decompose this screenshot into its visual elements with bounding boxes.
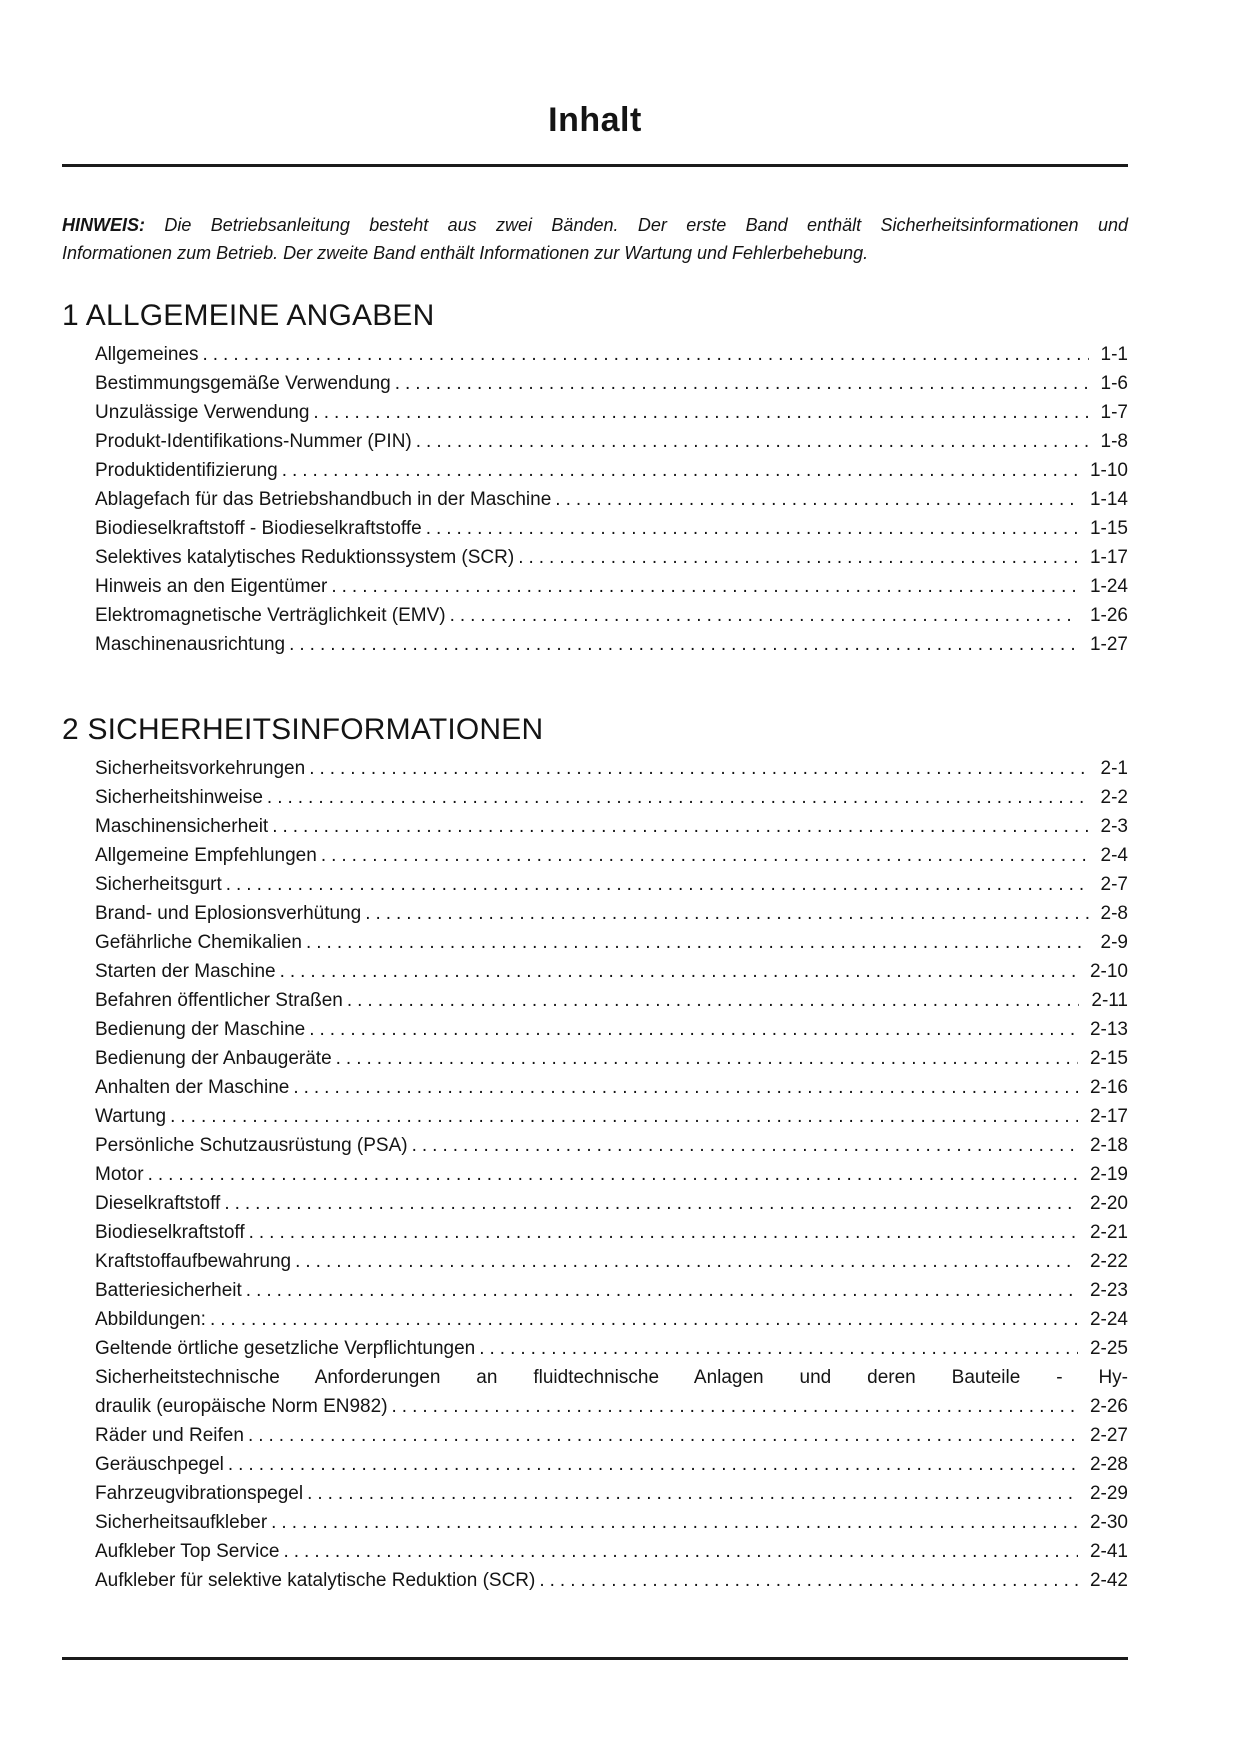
toc-entry-page: 1-27 [1089, 634, 1128, 655]
toc-entry [95, 456, 1128, 485]
toc-entry-page: 2-17 [1089, 1106, 1128, 1127]
toc-entry [95, 1131, 1128, 1160]
toc-entry-label: Dieselkraftstoff [95, 1193, 221, 1214]
toc-entry [95, 928, 1128, 957]
dot-leader [365, 899, 1088, 928]
dot-leader [479, 1334, 1078, 1363]
toc-entry-label: Ablagefach für das Betriebshandbuch in der Maschine [95, 489, 552, 510]
toc-entry [95, 899, 1128, 928]
toc-entry-multiline [95, 1363, 1128, 1421]
toc-section [62, 713, 1128, 1595]
dot-leader [203, 340, 1089, 369]
dot-leader [416, 427, 1089, 456]
toc-entry-label: Produkt-Identifikations-Nummer (PIN) [95, 431, 412, 452]
toc-entry [95, 1508, 1128, 1537]
toc-entry-label: Wartung [95, 1106, 167, 1127]
toc-entry [95, 572, 1128, 601]
toc-entry-label: Bedienung der Maschine [95, 1019, 306, 1040]
toc-entry [95, 1276, 1128, 1305]
dot-leader [392, 1392, 1078, 1421]
toc-entry [95, 1160, 1128, 1189]
section-title: ALLGEMEINE ANGABEN [85, 299, 435, 332]
dot-leader [283, 1537, 1077, 1566]
toc-entry-page: 2-8 [1100, 903, 1128, 924]
section-number: 1 [62, 299, 79, 332]
dot-leader [307, 1479, 1078, 1508]
toc-entry [95, 986, 1128, 1015]
dot-leader [309, 1015, 1078, 1044]
toc-entry-page: 2-28 [1089, 1454, 1128, 1475]
dot-leader [246, 1276, 1078, 1305]
toc-entry-page: 2-20 [1089, 1193, 1128, 1214]
toc-entry-label: Aufkleber für selektive katalytische Reduktion (SCR) [95, 1570, 536, 1591]
note-line-1 [62, 211, 1128, 239]
dot-leader [210, 1305, 1078, 1334]
toc-entry-page: 2-18 [1089, 1135, 1128, 1156]
toc-entry [95, 1247, 1128, 1276]
title-divider [62, 164, 1128, 167]
toc-entry-page: 2-16 [1089, 1077, 1128, 1098]
toc-entry-page: 1-6 [1100, 373, 1128, 394]
toc-entry [95, 1015, 1128, 1044]
toc-entry-list [62, 754, 1128, 1595]
toc-entry [95, 630, 1128, 659]
toc-entry-list [62, 340, 1128, 659]
dot-leader [272, 812, 1088, 841]
dot-leader [280, 957, 1078, 986]
toc-entry-page: 2-24 [1089, 1309, 1128, 1330]
dot-leader [282, 456, 1078, 485]
toc-entry-page: 2-26 [1089, 1396, 1128, 1417]
dot-leader [336, 1044, 1078, 1073]
toc-entry-label: Sicherheitsaufkleber [95, 1512, 268, 1533]
toc-entry-page: 2-2 [1100, 787, 1128, 808]
toc-entry-page: 2-3 [1100, 816, 1128, 837]
toc-entry-page: 2-7 [1100, 874, 1128, 895]
footer-divider [62, 1657, 1128, 1660]
toc-entry-label-line1: Sicherheitstechnische Anforderungen an fluidtechnische Anlagen und deren Bauteile - Hy- [95, 1367, 1128, 1388]
toc-entry-page: 2-1 [1100, 758, 1128, 779]
dot-leader [412, 1131, 1078, 1160]
toc-entry-page: 2-9 [1100, 932, 1128, 953]
dot-leader [228, 1450, 1078, 1479]
toc-entry [95, 514, 1128, 543]
toc-entry-page: 2-19 [1089, 1164, 1128, 1185]
dot-leader [395, 369, 1089, 398]
toc-entry [95, 427, 1128, 456]
toc-section [62, 299, 1128, 659]
toc-entry [95, 1450, 1128, 1479]
toc-entry-page: 2-15 [1089, 1048, 1128, 1069]
dot-leader [347, 986, 1080, 1015]
toc-entry-label-line2: draulik (europäische Norm EN982) [95, 1396, 388, 1417]
dot-leader [450, 601, 1078, 630]
toc-entry-page: 1-7 [1100, 402, 1128, 423]
section-number: 2 [62, 713, 79, 746]
toc-entry-page: 2-29 [1089, 1483, 1128, 1504]
toc-entry [95, 369, 1128, 398]
toc-entry [95, 1189, 1128, 1218]
toc-entry [95, 1102, 1128, 1131]
toc-entry-page: 1-1 [1100, 344, 1128, 365]
dot-leader [539, 1566, 1078, 1595]
toc-entry-label: Maschinensicherheit [95, 816, 269, 837]
toc-entry-page: 1-8 [1100, 431, 1128, 452]
toc-entry-page: 1-26 [1089, 605, 1128, 626]
toc-entry [95, 870, 1128, 899]
toc-entry-label: Gefährliche Chemikalien [95, 932, 302, 953]
toc-entry-page: 2-25 [1089, 1338, 1128, 1359]
dot-leader [148, 1160, 1078, 1189]
toc-entry-label: Biodieselkraftstoff [95, 1222, 245, 1243]
toc-entry-label: Persönliche Schutzausrüstung (PSA) [95, 1135, 408, 1156]
dot-leader [321, 841, 1089, 870]
toc-entry-label: Batteriesicherheit [95, 1280, 242, 1301]
toc-entry [95, 1479, 1128, 1508]
toc-entry-label: Kraftstoffaufbewahrung [95, 1251, 292, 1272]
toc-entry-label: Sicherheitsvorkehrungen [95, 758, 306, 779]
toc-entry-page: 1-17 [1089, 547, 1128, 568]
note-text-line1: Die Betriebsanleitung besteht aus zwei Bänden. Der erste Band enthält Sicherheitsinformationen und [164, 215, 1128, 235]
dot-leader [295, 1247, 1078, 1276]
toc-entry [95, 601, 1128, 630]
toc-entry-label: Brand- und Eplosionsverhütung [95, 903, 362, 924]
dot-leader [331, 572, 1078, 601]
dot-leader [293, 1073, 1078, 1102]
toc-entry-page: 2-23 [1089, 1280, 1128, 1301]
toc-entry-label: Befahren öffentlicher Straßen [95, 990, 343, 1011]
dot-leader [555, 485, 1078, 514]
toc-entry-label: Maschinenausrichtung [95, 634, 286, 655]
note-label: HINWEIS: [62, 215, 145, 235]
toc-entry-label: Selektives katalytisches Reduktionssystem (SCR) [95, 547, 515, 568]
dot-leader [267, 783, 1089, 812]
dot-leader [309, 754, 1088, 783]
toc-entry-page: 2-22 [1089, 1251, 1128, 1272]
dot-leader [518, 543, 1078, 572]
toc-entry-label: Unzulässige Verwendung [95, 402, 310, 423]
toc-entry [95, 1566, 1128, 1595]
dot-leader [249, 1218, 1078, 1247]
toc-entry [95, 1334, 1128, 1363]
dot-leader [226, 870, 1089, 899]
dot-leader [426, 514, 1078, 543]
toc-entry [95, 957, 1128, 986]
toc-entry [95, 754, 1128, 783]
toc-entry-label: Biodieselkraftstoff - Biodieselkraftstoffe [95, 518, 422, 539]
dot-leader [248, 1421, 1078, 1450]
toc-entry-label: Sicherheitshinweise [95, 787, 263, 808]
toc-entry-page: 2-21 [1089, 1222, 1128, 1243]
toc-entry-page: 2-27 [1089, 1425, 1128, 1446]
toc-entry-label: Aufkleber Top Service [95, 1541, 280, 1562]
toc-entry-label: Geltende örtliche gesetzliche Verpflichtungen [95, 1338, 476, 1359]
toc-sections [62, 299, 1128, 1595]
note-paragraph [62, 211, 1128, 267]
section-title: SICHERHEITSINFORMATIONEN [87, 713, 544, 746]
toc-entry [95, 783, 1128, 812]
toc-entry-page: 1-14 [1089, 489, 1128, 510]
toc-entry-page: 2-10 [1089, 961, 1128, 982]
toc-entry-label: Elektromagnetische Verträglichkeit (EMV) [95, 605, 446, 626]
dot-leader [313, 398, 1088, 427]
toc-entry [95, 1392, 1128, 1421]
dot-leader [271, 1508, 1078, 1537]
toc-entry [95, 841, 1128, 870]
toc-entry-page: 2-13 [1089, 1019, 1128, 1040]
toc-entry-page: 2-42 [1089, 1570, 1128, 1591]
section-heading [62, 713, 1128, 746]
toc-entry-page: 1-10 [1089, 460, 1128, 481]
toc-entry-label: Allgemeine Empfehlungen [95, 845, 317, 866]
toc-entry [95, 1044, 1128, 1073]
toc-entry-label: Produktidentifizierung [95, 460, 278, 481]
toc-entry [95, 543, 1128, 572]
toc-entry-label: Abbildungen: [95, 1309, 206, 1330]
toc-entry-label: Starten der Maschine [95, 961, 276, 982]
toc-entry-page: 1-24 [1089, 576, 1128, 597]
toc-entry [95, 1218, 1128, 1247]
toc-entry-label: Anhalten der Maschine [95, 1077, 290, 1098]
toc-entry-page: 1-15 [1089, 518, 1128, 539]
dot-leader [170, 1102, 1078, 1131]
toc-entry [95, 1305, 1128, 1334]
toc-entry-label: Fahrzeugvibrationspegel [95, 1483, 304, 1504]
dot-leader [289, 630, 1078, 659]
toc-entry-page: 2-41 [1089, 1541, 1128, 1562]
toc-entry [95, 812, 1128, 841]
toc-entry [95, 1537, 1128, 1566]
dot-leader [306, 928, 1089, 957]
toc-entry-label: Sicherheitsgurt [95, 874, 222, 895]
toc-entry-page: 2-4 [1100, 845, 1128, 866]
toc-entry-label: Allgemeines [95, 344, 199, 365]
toc-entry-label: Bestimmungsgemäße Verwendung [95, 373, 391, 394]
toc-entry [95, 1421, 1128, 1450]
toc-entry [95, 485, 1128, 514]
toc-entry [95, 1073, 1128, 1102]
page-title: Inhalt [548, 101, 642, 139]
toc-entry-label: Hinweis an den Eigentümer [95, 576, 328, 597]
toc-entry-page: 2-30 [1089, 1512, 1128, 1533]
toc-entry [95, 398, 1128, 427]
toc-entry-label: Motor [95, 1164, 144, 1185]
toc-entry-label: Geräuschpegel [95, 1454, 224, 1475]
dot-leader [224, 1189, 1078, 1218]
toc-entry-label: Räder und Reifen [95, 1425, 244, 1446]
note-text-line2: Informationen zum Betrieb. Der zweite Band enthält Informationen zur Wartung und Fehlerbehebung. [62, 243, 869, 263]
toc-entry-page: 2-11 [1091, 990, 1128, 1011]
section-heading [62, 299, 1128, 332]
toc-entry-label: Bedienung der Anbaugeräte [95, 1048, 332, 1069]
toc-entry [95, 340, 1128, 369]
